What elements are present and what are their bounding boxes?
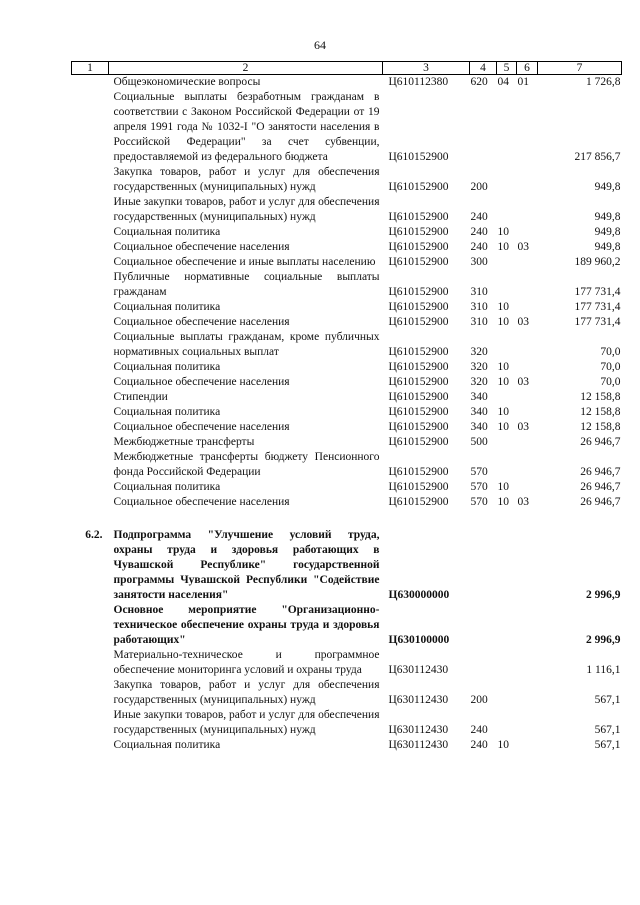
row-subsection bbox=[517, 708, 538, 738]
table-row bbox=[72, 603, 622, 648]
row-amount: 26 946,7 bbox=[580, 481, 621, 493]
table-row bbox=[72, 435, 622, 450]
row-number bbox=[72, 450, 109, 480]
row-amount: 217 856,7 bbox=[574, 151, 621, 163]
row-section bbox=[497, 450, 517, 480]
row-amount: 1 726,8 bbox=[586, 76, 621, 88]
row-code: Ц610152900 bbox=[388, 436, 449, 448]
table-row bbox=[72, 330, 622, 360]
table-header-row bbox=[72, 62, 622, 75]
row-section: 10 bbox=[497, 406, 509, 418]
row-section bbox=[497, 330, 517, 360]
row-name: Социальная политика bbox=[113, 481, 221, 493]
row-section bbox=[497, 708, 517, 738]
row-subsection: 03 bbox=[517, 496, 529, 508]
row-expense-type: 240 bbox=[470, 724, 488, 736]
row-name: Социальная политика bbox=[113, 226, 221, 238]
row-code: Ц610152900 bbox=[388, 406, 449, 418]
row-section bbox=[497, 678, 517, 708]
row-section bbox=[497, 270, 517, 300]
row-code: Ц610152900 bbox=[388, 346, 449, 358]
row-expense-type bbox=[470, 90, 497, 165]
row-amount: 12 158,8 bbox=[580, 421, 621, 433]
row-section: 10 bbox=[497, 226, 509, 238]
row-number bbox=[72, 603, 109, 648]
row-name: Публичные нормативные социальные выплаты гражданам bbox=[113, 271, 380, 298]
row-name: Социальное обеспечение населения bbox=[113, 496, 290, 508]
row-amount: 26 946,7 bbox=[580, 466, 621, 478]
row-number bbox=[72, 270, 109, 300]
row-expense-type: 240 bbox=[470, 211, 488, 223]
table-row bbox=[72, 450, 622, 480]
row-subsection bbox=[517, 225, 538, 240]
row-name: Социальное обеспечение населения bbox=[113, 421, 290, 433]
row-subsection bbox=[517, 480, 538, 495]
row-section: 10 bbox=[497, 316, 509, 328]
row-number bbox=[72, 648, 109, 678]
row-expense-type: 320 bbox=[470, 376, 488, 388]
row-code: Ц610152900 bbox=[388, 301, 449, 313]
row-subsection bbox=[517, 738, 538, 753]
row-amount: 2 996,9 bbox=[586, 589, 621, 601]
spacer-cell bbox=[72, 510, 622, 528]
row-expense-type: 310 bbox=[470, 286, 488, 298]
row-name: Подпрограмма "Улучшение условий труда, охраны труда и здоровья работающих в Чувашской Республике" государственной программы Чувашской Республики "Содействие занятости населения" bbox=[113, 529, 380, 601]
row-expense-type: 500 bbox=[470, 436, 488, 448]
row-name: Социальное обеспечение населения bbox=[113, 316, 290, 328]
row-section bbox=[497, 528, 517, 603]
row-subsection bbox=[517, 165, 538, 195]
table-row bbox=[72, 90, 622, 165]
table-row bbox=[72, 255, 622, 270]
column-header: 5 bbox=[497, 62, 517, 75]
row-code: Ц610152900 bbox=[388, 286, 449, 298]
table-row bbox=[72, 480, 622, 495]
row-expense-type: 310 bbox=[470, 301, 488, 313]
row-name: Иные закупки товаров, работ и услуг для обеспечения государственных (муниципальных) нужд bbox=[113, 196, 380, 223]
row-amount: 70,0 bbox=[600, 376, 621, 388]
section-spacer bbox=[72, 510, 622, 528]
row-code: Ц630112430 bbox=[388, 694, 449, 706]
row-amount: 26 946,7 bbox=[580, 436, 621, 448]
row-name: Материально-техническое и программное обеспечение мониторинга условий и охраны труда bbox=[113, 649, 380, 676]
row-expense-type: 340 bbox=[470, 391, 488, 403]
row-expense-type: 570 bbox=[470, 481, 488, 493]
row-name: Стипендии bbox=[113, 391, 168, 403]
row-amount: 949,8 bbox=[594, 226, 621, 238]
row-name: Социальная политика bbox=[113, 301, 221, 313]
row-expense-type: 240 bbox=[470, 739, 488, 751]
row-name: Основное мероприятие "Организационно-техническое обеспечение охраны труда и здоровья работающих" bbox=[113, 604, 380, 646]
row-subsection bbox=[517, 270, 538, 300]
table-row bbox=[72, 240, 622, 255]
row-expense-type: 310 bbox=[470, 316, 488, 328]
row-number bbox=[72, 330, 109, 360]
row-code: Ц610152900 bbox=[388, 391, 449, 403]
row-amount: 189 960,2 bbox=[574, 256, 621, 268]
row-section bbox=[497, 90, 517, 165]
row-number bbox=[72, 75, 109, 91]
row-section bbox=[497, 648, 517, 678]
table-row bbox=[72, 738, 622, 753]
row-section bbox=[497, 390, 517, 405]
row-expense-type: 570 bbox=[470, 496, 488, 508]
row-subsection bbox=[517, 603, 538, 648]
row-subsection bbox=[517, 330, 538, 360]
row-name: Социальные выплаты безработным гражданам в соответствии с Законом Российской Федерации от 19 апреля 1991 года № 1032-I "О занятости населения в Российской Федерации" за счет субвенции, предоставляемой из федерального бюджета bbox=[113, 91, 380, 163]
table-row bbox=[72, 165, 622, 195]
row-subsection bbox=[517, 90, 538, 165]
row-name: Социальная политика bbox=[113, 739, 221, 751]
row-expense-type bbox=[470, 603, 497, 648]
column-header: 6 bbox=[517, 62, 538, 75]
row-number bbox=[72, 375, 109, 390]
row-expense-type: 620 bbox=[470, 76, 488, 88]
row-code: Ц630112430 bbox=[388, 664, 449, 676]
row-subsection bbox=[517, 528, 538, 603]
row-expense-type: 200 bbox=[470, 181, 488, 193]
table-row bbox=[72, 270, 622, 300]
table-row bbox=[72, 195, 622, 225]
row-expense-type: 320 bbox=[470, 346, 488, 358]
row-subsection bbox=[517, 678, 538, 708]
row-name: Социальная политика bbox=[113, 361, 221, 373]
row-name: Закупка товаров, работ и услуг для обеспечения государственных (муниципальных) нужд bbox=[113, 166, 380, 193]
row-number bbox=[72, 315, 109, 330]
row-amount: 70,0 bbox=[600, 346, 621, 358]
table-row bbox=[72, 708, 622, 738]
row-subsection bbox=[517, 450, 538, 480]
row-code: Ц610152900 bbox=[388, 376, 449, 388]
table-row bbox=[72, 528, 622, 603]
row-amount: 949,8 bbox=[594, 181, 621, 193]
row-expense-type: 340 bbox=[470, 421, 488, 433]
row-subsection bbox=[517, 195, 538, 225]
row-number bbox=[72, 165, 109, 195]
row-name: Социальные выплаты гражданам, кроме публичных нормативных социальных выплат bbox=[113, 331, 380, 358]
row-expense-type: 300 bbox=[470, 256, 488, 268]
row-number bbox=[72, 195, 109, 225]
row-name: Социальное обеспечение населения bbox=[113, 241, 290, 253]
row-number: 6.2. bbox=[85, 529, 103, 541]
row-amount: 177 731,4 bbox=[574, 301, 621, 313]
table-row bbox=[72, 360, 622, 375]
row-code: Ц630112430 bbox=[388, 739, 449, 751]
row-name: Межбюджетные трансферты bbox=[113, 436, 255, 448]
row-name: Межбюджетные трансферты бюджету Пенсионного фонда Российской Федерации bbox=[113, 451, 380, 478]
row-code: Ц630000000 bbox=[388, 589, 450, 601]
row-section: 10 bbox=[497, 481, 509, 493]
row-subsection bbox=[517, 648, 538, 678]
row-amount: 177 731,4 bbox=[574, 286, 621, 298]
row-code: Ц610152900 bbox=[388, 241, 449, 253]
row-section: 10 bbox=[497, 301, 509, 313]
row-amount: 70,0 bbox=[600, 361, 621, 373]
row-name: Общеэкономические вопросы bbox=[113, 76, 261, 88]
row-code: Ц610152900 bbox=[388, 181, 449, 193]
table-row bbox=[72, 405, 622, 420]
row-subsection bbox=[517, 300, 538, 315]
row-number bbox=[72, 225, 109, 240]
row-number bbox=[72, 240, 109, 255]
row-amount: 949,8 bbox=[594, 241, 621, 253]
row-number bbox=[72, 495, 109, 510]
row-code: Ц610152900 bbox=[388, 496, 449, 508]
row-expense-type bbox=[470, 648, 497, 678]
column-header: 3 bbox=[383, 62, 470, 75]
row-code: Ц630100000 bbox=[388, 634, 450, 646]
row-expense-type: 320 bbox=[470, 361, 488, 373]
row-section: 10 bbox=[497, 496, 509, 508]
row-section: 10 bbox=[497, 739, 509, 751]
table-row bbox=[72, 420, 622, 435]
row-amount: 567,1 bbox=[594, 739, 621, 751]
row-subsection bbox=[517, 360, 538, 375]
row-subsection: 03 bbox=[517, 316, 529, 328]
row-amount: 567,1 bbox=[594, 694, 621, 706]
row-number bbox=[72, 420, 109, 435]
row-number bbox=[72, 300, 109, 315]
row-section: 10 bbox=[497, 361, 509, 373]
row-expense-type: 340 bbox=[470, 406, 488, 418]
row-subsection: 01 bbox=[517, 76, 529, 88]
row-name: Социальное обеспечение населения bbox=[113, 376, 290, 388]
row-section bbox=[497, 603, 517, 648]
row-expense-type bbox=[470, 528, 497, 603]
row-expense-type: 240 bbox=[470, 226, 488, 238]
row-number bbox=[72, 255, 109, 270]
row-name: Социальное обеспечение и иные выплаты населению bbox=[113, 256, 376, 268]
row-expense-type: 200 bbox=[470, 694, 488, 706]
row-number bbox=[72, 435, 109, 450]
table-row bbox=[72, 648, 622, 678]
row-number bbox=[72, 738, 109, 753]
row-amount: 949,8 bbox=[594, 211, 621, 223]
row-number bbox=[72, 708, 109, 738]
column-header: 4 bbox=[470, 62, 497, 75]
row-amount: 26 946,7 bbox=[580, 496, 621, 508]
row-name: Закупка товаров, работ и услуг для обеспечения государственных (муниципальных) нужд bbox=[113, 679, 380, 706]
column-header: 2 bbox=[109, 62, 383, 75]
column-header: 7 bbox=[538, 62, 622, 75]
row-code: Ц610152900 bbox=[388, 151, 449, 163]
row-number bbox=[72, 390, 109, 405]
row-subsection bbox=[517, 405, 538, 420]
table-row bbox=[72, 300, 622, 315]
row-name: Иные закупки товаров, работ и услуг для обеспечения государственных (муниципальных) нужд bbox=[113, 709, 380, 736]
row-amount: 1 116,1 bbox=[586, 664, 621, 676]
row-number bbox=[72, 90, 109, 165]
row-code: Ц610152900 bbox=[388, 211, 449, 223]
row-section bbox=[497, 195, 517, 225]
row-expense-type: 570 bbox=[470, 466, 488, 478]
row-subsection bbox=[517, 390, 538, 405]
table-row bbox=[72, 315, 622, 330]
budget-table bbox=[71, 61, 622, 753]
row-section bbox=[497, 255, 517, 270]
row-section: 04 bbox=[497, 76, 509, 88]
row-subsection bbox=[517, 435, 538, 450]
row-code: Ц610112380 bbox=[388, 76, 449, 88]
table-row bbox=[72, 375, 622, 390]
table-row bbox=[72, 495, 622, 510]
row-amount: 567,1 bbox=[594, 724, 621, 736]
row-code: Ц610152900 bbox=[388, 466, 449, 478]
row-section bbox=[497, 165, 517, 195]
row-code: Ц610152900 bbox=[388, 481, 449, 493]
row-number bbox=[72, 405, 109, 420]
table-row bbox=[72, 390, 622, 405]
row-code: Ц610152900 bbox=[388, 361, 449, 373]
row-number bbox=[72, 678, 109, 708]
row-number bbox=[72, 360, 109, 375]
row-subsection bbox=[517, 255, 538, 270]
row-section: 10 bbox=[497, 376, 509, 388]
table-row bbox=[72, 678, 622, 708]
row-number bbox=[72, 480, 109, 495]
row-name: Социальная политика bbox=[113, 406, 221, 418]
row-subsection: 03 bbox=[517, 376, 529, 388]
column-header: 1 bbox=[72, 62, 109, 75]
row-code: Ц610152900 bbox=[388, 421, 449, 433]
table-row bbox=[72, 225, 622, 240]
row-expense-type: 240 bbox=[470, 241, 488, 253]
row-amount: 12 158,8 bbox=[580, 406, 621, 418]
row-amount: 2 996,9 bbox=[586, 634, 621, 646]
table-row bbox=[72, 75, 622, 91]
row-code: Ц630112430 bbox=[388, 724, 449, 736]
page-number: 64 bbox=[314, 38, 326, 52]
row-amount: 12 158,8 bbox=[580, 391, 621, 403]
row-code: Ц610152900 bbox=[388, 226, 449, 238]
row-code: Ц610152900 bbox=[388, 316, 449, 328]
row-section: 10 bbox=[497, 241, 509, 253]
row-amount: 177 731,4 bbox=[574, 316, 621, 328]
row-subsection: 03 bbox=[517, 241, 529, 253]
row-subsection: 03 bbox=[517, 421, 529, 433]
row-section bbox=[497, 435, 517, 450]
row-section: 10 bbox=[497, 421, 509, 433]
row-code: Ц610152900 bbox=[388, 256, 449, 268]
